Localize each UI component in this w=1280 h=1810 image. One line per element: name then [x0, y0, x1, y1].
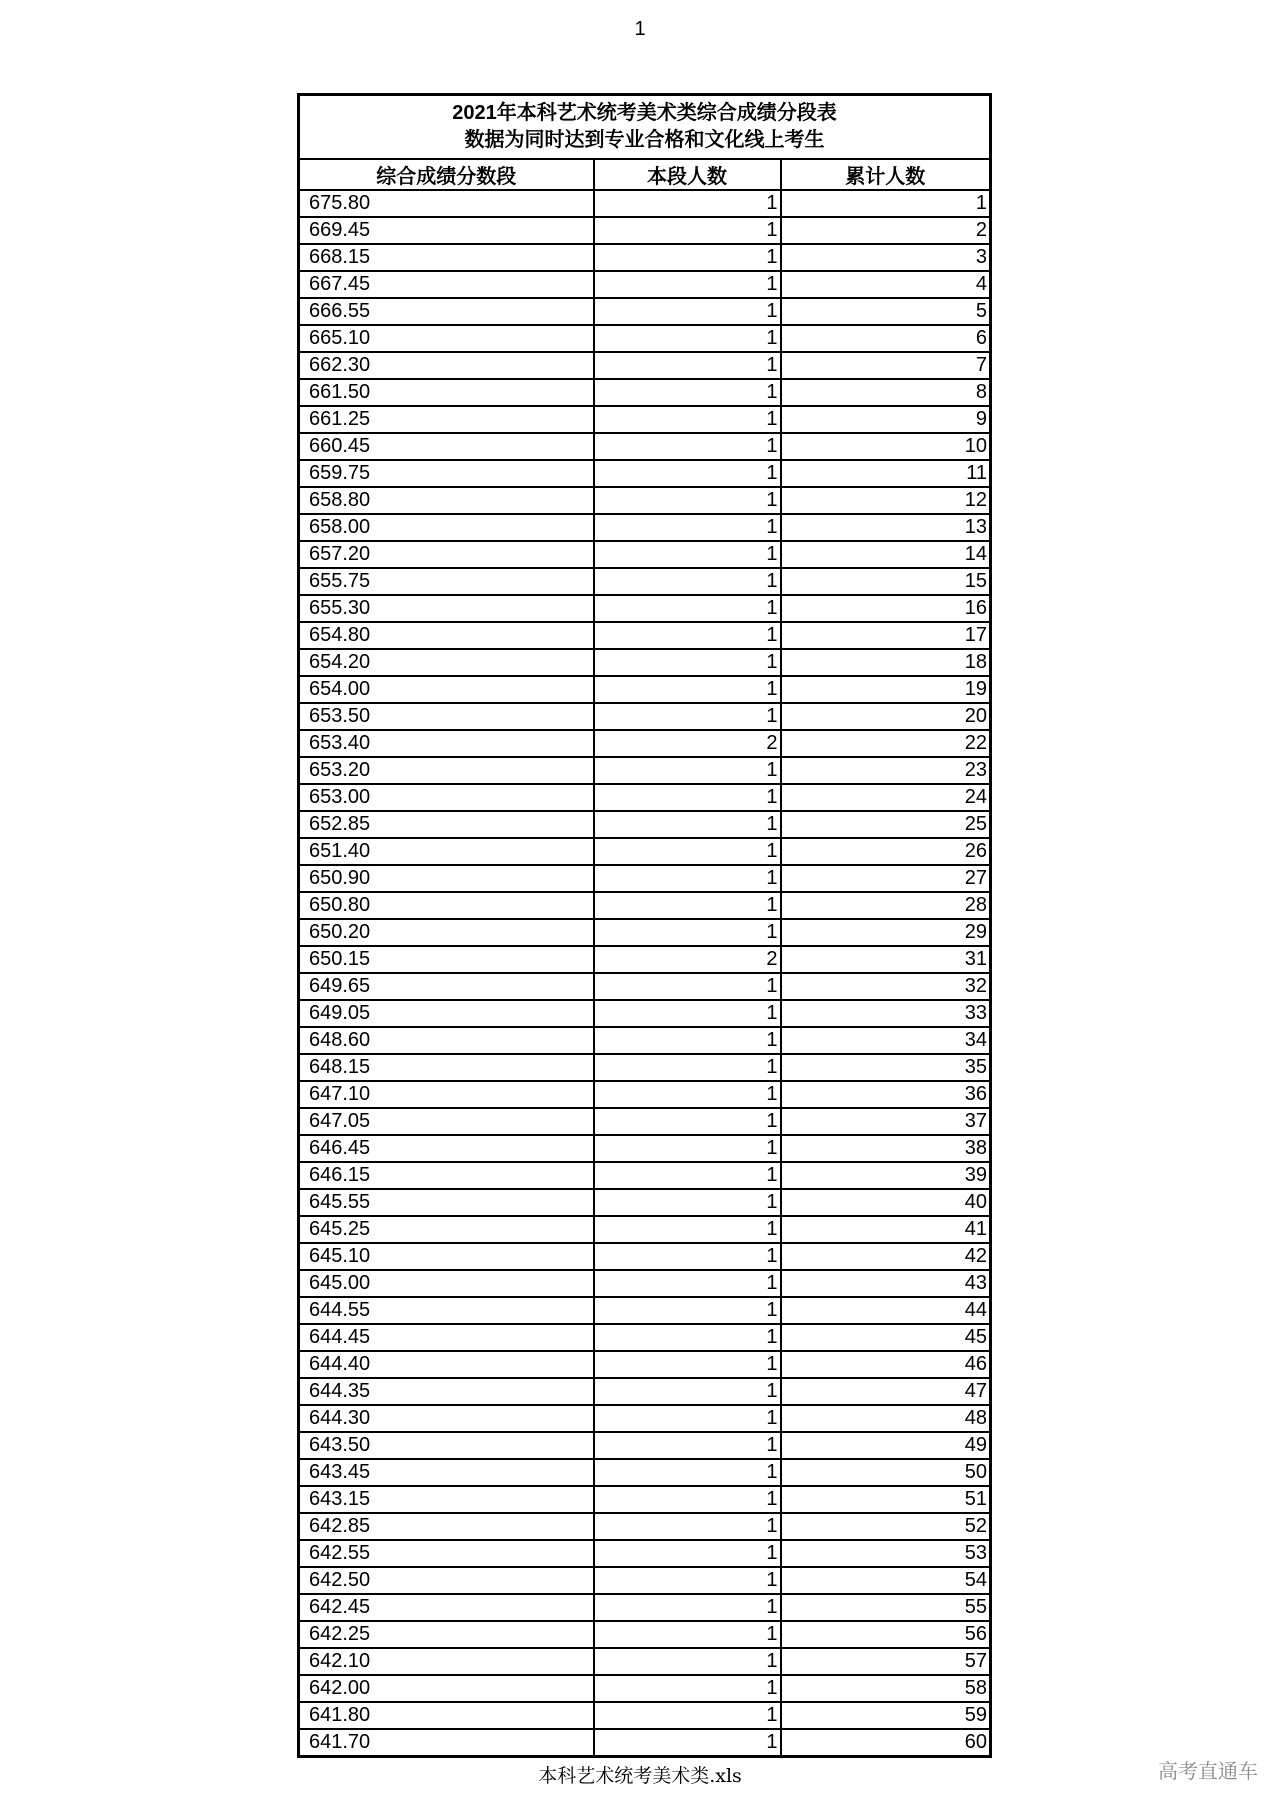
segment-count-cell: 1 [594, 1702, 781, 1729]
table-row [299, 271, 991, 298]
segment-count-cell: 1 [594, 676, 781, 703]
score-cell: 653.50 [299, 703, 594, 730]
table-row [299, 1027, 991, 1054]
cumulative-count-cell: 53 [781, 1540, 991, 1567]
table-row [299, 1243, 991, 1270]
table-row [299, 1594, 991, 1621]
table-row [299, 757, 991, 784]
cumulative-count-cell: 18 [781, 649, 991, 676]
score-cell: 653.20 [299, 757, 594, 784]
score-cell: 649.05 [299, 1000, 594, 1027]
segment-count-cell: 1 [594, 1405, 781, 1432]
table-title [299, 95, 991, 160]
cumulative-count-cell: 7 [781, 352, 991, 379]
table-row [299, 1513, 991, 1540]
table-row [299, 811, 991, 838]
header-segment-count: 本段人数 [594, 159, 781, 190]
score-cell: 642.50 [299, 1567, 594, 1594]
cumulative-count-cell: 41 [781, 1216, 991, 1243]
score-cell: 644.40 [299, 1351, 594, 1378]
cumulative-count-cell: 47 [781, 1378, 991, 1405]
table-row [299, 649, 991, 676]
segment-count-cell: 1 [594, 595, 781, 622]
table-row [299, 865, 991, 892]
segment-count-cell: 1 [594, 190, 781, 217]
cumulative-count-cell: 56 [781, 1621, 991, 1648]
cumulative-count-cell: 3 [781, 244, 991, 271]
score-cell: 642.25 [299, 1621, 594, 1648]
table-row [299, 352, 991, 379]
cumulative-count-cell: 23 [781, 757, 991, 784]
segment-count-cell: 1 [594, 298, 781, 325]
header-cumulative-count: 累计人数 [781, 159, 991, 190]
cumulative-count-cell: 52 [781, 1513, 991, 1540]
segment-count-cell: 1 [594, 1432, 781, 1459]
cumulative-count-cell: 4 [781, 271, 991, 298]
table-title-line2: 数据为同时达到专业合格和文化线上考生 [464, 129, 825, 151]
segment-count-cell: 1 [594, 1135, 781, 1162]
segment-count-cell: 1 [594, 1378, 781, 1405]
table-row [299, 298, 991, 325]
segment-count-cell: 1 [594, 568, 781, 595]
score-cell: 650.20 [299, 919, 594, 946]
score-cell: 641.80 [299, 1702, 594, 1729]
segment-count-cell: 1 [594, 1189, 781, 1216]
cumulative-count-cell: 25 [781, 811, 991, 838]
score-cell: 652.85 [299, 811, 594, 838]
score-cell: 646.45 [299, 1135, 594, 1162]
cumulative-count-cell: 50 [781, 1459, 991, 1486]
cumulative-count-cell: 2 [781, 217, 991, 244]
table-row [299, 1648, 991, 1675]
score-cell: 648.15 [299, 1054, 594, 1081]
score-cell: 644.30 [299, 1405, 594, 1432]
cumulative-count-cell: 9 [781, 406, 991, 433]
score-cell: 647.05 [299, 1108, 594, 1135]
cumulative-count-cell: 59 [781, 1702, 991, 1729]
score-cell: 643.45 [299, 1459, 594, 1486]
watermark-text: 高考直通车 [1158, 1759, 1258, 1783]
segment-count-cell: 1 [594, 1567, 781, 1594]
table-row [299, 919, 991, 946]
table-row [299, 973, 991, 1000]
table-row [299, 946, 991, 973]
score-cell: 645.55 [299, 1189, 594, 1216]
score-cell: 642.85 [299, 1513, 594, 1540]
segment-count-cell: 2 [594, 730, 781, 757]
table-row [299, 190, 991, 217]
score-cell: 645.00 [299, 1270, 594, 1297]
cumulative-count-cell: 5 [781, 298, 991, 325]
cumulative-count-cell: 13 [781, 514, 991, 541]
segment-count-cell: 1 [594, 271, 781, 298]
segment-count-cell: 1 [594, 1324, 781, 1351]
table-row [299, 1216, 991, 1243]
segment-count-cell: 1 [594, 352, 781, 379]
score-cell: 655.30 [299, 595, 594, 622]
segment-count-cell: 1 [594, 1594, 781, 1621]
table-row [299, 1486, 991, 1513]
table-row [299, 1459, 991, 1486]
table-row [299, 1351, 991, 1378]
score-cell: 668.15 [299, 244, 594, 271]
score-cell: 651.40 [299, 838, 594, 865]
table-row [299, 1378, 991, 1405]
score-cell: 645.10 [299, 1243, 594, 1270]
cumulative-count-cell: 60 [781, 1729, 991, 1757]
cumulative-count-cell: 48 [781, 1405, 991, 1432]
table-title-line1: 2021年本科艺术统考美术类综合成绩分段表 [452, 102, 837, 124]
table-row [299, 784, 991, 811]
segment-count-cell: 1 [594, 1459, 781, 1486]
table-row [299, 1297, 991, 1324]
table-row [299, 1432, 991, 1459]
score-cell: 661.50 [299, 379, 594, 406]
table-row [299, 541, 991, 568]
segment-count-cell: 1 [594, 406, 781, 433]
segment-count-cell: 1 [594, 649, 781, 676]
cumulative-count-cell: 24 [781, 784, 991, 811]
cumulative-count-cell: 12 [781, 487, 991, 514]
table-row [299, 1270, 991, 1297]
score-cell: 657.20 [299, 541, 594, 568]
segment-count-cell: 1 [594, 1297, 781, 1324]
score-cell: 645.25 [299, 1216, 594, 1243]
segment-count-cell: 1 [594, 1000, 781, 1027]
table-row [299, 460, 991, 487]
score-cell: 643.15 [299, 1486, 594, 1513]
score-cell: 662.30 [299, 352, 594, 379]
table-row [299, 406, 991, 433]
segment-count-cell: 1 [594, 622, 781, 649]
cumulative-count-cell: 20 [781, 703, 991, 730]
segment-count-cell: 1 [594, 217, 781, 244]
table-row [299, 838, 991, 865]
cumulative-count-cell: 38 [781, 1135, 991, 1162]
score-cell: 667.45 [299, 271, 594, 298]
segment-count-cell: 1 [594, 1027, 781, 1054]
score-cell: 658.00 [299, 514, 594, 541]
segment-count-cell: 1 [594, 703, 781, 730]
table-row [299, 1189, 991, 1216]
cumulative-count-cell: 58 [781, 1675, 991, 1702]
segment-count-cell: 1 [594, 1270, 781, 1297]
segment-count-cell: 1 [594, 1540, 781, 1567]
segment-count-cell: 1 [594, 1621, 781, 1648]
cumulative-count-cell: 55 [781, 1594, 991, 1621]
cumulative-count-cell: 54 [781, 1567, 991, 1594]
table-row [299, 1135, 991, 1162]
table-row [299, 487, 991, 514]
cumulative-count-cell: 46 [781, 1351, 991, 1378]
score-cell: 665.10 [299, 325, 594, 352]
cumulative-count-cell: 31 [781, 946, 991, 973]
cumulative-count-cell: 8 [781, 379, 991, 406]
table-body [299, 190, 991, 1757]
segment-count-cell: 1 [594, 919, 781, 946]
segment-count-cell: 1 [594, 1054, 781, 1081]
cumulative-count-cell: 43 [781, 1270, 991, 1297]
table-row [299, 1000, 991, 1027]
cumulative-count-cell: 15 [781, 568, 991, 595]
score-cell: 655.75 [299, 568, 594, 595]
segment-count-cell: 1 [594, 1162, 781, 1189]
segment-count-cell: 1 [594, 541, 781, 568]
table-row [299, 379, 991, 406]
table-row [299, 1054, 991, 1081]
score-cell: 641.70 [299, 1729, 594, 1757]
score-cell: 660.45 [299, 433, 594, 460]
cumulative-count-cell: 16 [781, 595, 991, 622]
score-cell: 653.00 [299, 784, 594, 811]
table-row [299, 217, 991, 244]
segment-count-cell: 1 [594, 1243, 781, 1270]
score-cell: 653.40 [299, 730, 594, 757]
score-cell: 659.75 [299, 460, 594, 487]
header-score-range: 综合成绩分数段 [299, 159, 594, 190]
segment-count-cell: 1 [594, 379, 781, 406]
cumulative-count-cell: 51 [781, 1486, 991, 1513]
cumulative-count-cell: 17 [781, 622, 991, 649]
segment-count-cell: 1 [594, 325, 781, 352]
score-cell: 644.45 [299, 1324, 594, 1351]
table-row [299, 1108, 991, 1135]
cumulative-count-cell: 39 [781, 1162, 991, 1189]
table-row [299, 244, 991, 271]
score-cell: 642.45 [299, 1594, 594, 1621]
score-cell: 654.00 [299, 676, 594, 703]
segment-count-cell: 1 [594, 811, 781, 838]
segment-count-cell: 1 [594, 433, 781, 460]
score-cell: 644.55 [299, 1297, 594, 1324]
segment-count-cell: 1 [594, 1081, 781, 1108]
cumulative-count-cell: 33 [781, 1000, 991, 1027]
cumulative-count-cell: 45 [781, 1324, 991, 1351]
table-row [299, 1675, 991, 1702]
table-row [299, 325, 991, 352]
score-cell: 644.35 [299, 1378, 594, 1405]
segment-count-cell: 1 [594, 1513, 781, 1540]
segment-count-cell: 1 [594, 1486, 781, 1513]
segment-count-cell: 2 [594, 946, 781, 973]
table-row [299, 730, 991, 757]
score-cell: 646.15 [299, 1162, 594, 1189]
table-row [299, 1405, 991, 1432]
cumulative-count-cell: 27 [781, 865, 991, 892]
cumulative-count-cell: 35 [781, 1054, 991, 1081]
cumulative-count-cell: 42 [781, 1243, 991, 1270]
segment-count-cell: 1 [594, 1216, 781, 1243]
cumulative-count-cell: 37 [781, 1108, 991, 1135]
cumulative-count-cell: 36 [781, 1081, 991, 1108]
cumulative-count-cell: 34 [781, 1027, 991, 1054]
table-row [299, 568, 991, 595]
table-row [299, 595, 991, 622]
segment-count-cell: 1 [594, 1729, 781, 1757]
table-row [299, 622, 991, 649]
segment-count-cell: 1 [594, 865, 781, 892]
cumulative-count-cell: 19 [781, 676, 991, 703]
table-header-row [299, 159, 991, 190]
cumulative-count-cell: 32 [781, 973, 991, 1000]
score-cell: 669.45 [299, 217, 594, 244]
page-number: 1 [634, 18, 646, 40]
table-row [299, 703, 991, 730]
score-cell: 650.15 [299, 946, 594, 973]
table-row [299, 892, 991, 919]
score-cell: 658.80 [299, 487, 594, 514]
cumulative-count-cell: 40 [781, 1189, 991, 1216]
footer-filename: 本科艺术统考美术类.xls [538, 1765, 742, 1787]
score-cell: 642.55 [299, 1540, 594, 1567]
cumulative-count-cell: 1 [781, 190, 991, 217]
cumulative-count-cell: 11 [781, 460, 991, 487]
score-cell: 666.55 [299, 298, 594, 325]
table-row [299, 1081, 991, 1108]
table-row [299, 1567, 991, 1594]
segment-count-cell: 1 [594, 514, 781, 541]
cumulative-count-cell: 57 [781, 1648, 991, 1675]
cumulative-count-cell: 26 [781, 838, 991, 865]
cumulative-count-cell: 28 [781, 892, 991, 919]
table-row [299, 1702, 991, 1729]
segment-count-cell: 1 [594, 244, 781, 271]
segment-count-cell: 1 [594, 892, 781, 919]
segment-count-cell: 1 [594, 1108, 781, 1135]
score-cell: 642.10 [299, 1648, 594, 1675]
score-cell: 650.80 [299, 892, 594, 919]
score-cell: 647.10 [299, 1081, 594, 1108]
segment-count-cell: 1 [594, 757, 781, 784]
score-cell: 642.00 [299, 1675, 594, 1702]
segment-count-cell: 1 [594, 1351, 781, 1378]
segment-count-cell: 1 [594, 1648, 781, 1675]
table-row [299, 1729, 991, 1757]
table-row [299, 1540, 991, 1567]
cumulative-count-cell: 49 [781, 1432, 991, 1459]
score-cell: 648.60 [299, 1027, 594, 1054]
cumulative-count-cell: 10 [781, 433, 991, 460]
segment-count-cell: 1 [594, 784, 781, 811]
score-cell: 654.20 [299, 649, 594, 676]
segment-count-cell: 1 [594, 838, 781, 865]
table-row [299, 514, 991, 541]
table-row [299, 1162, 991, 1189]
cumulative-count-cell: 29 [781, 919, 991, 946]
segment-count-cell: 1 [594, 460, 781, 487]
cumulative-count-cell: 22 [781, 730, 991, 757]
segment-count-cell: 1 [594, 1675, 781, 1702]
score-cell: 661.25 [299, 406, 594, 433]
table-row [299, 433, 991, 460]
score-cell: 675.80 [299, 190, 594, 217]
score-cell: 643.50 [299, 1432, 594, 1459]
table-row [299, 676, 991, 703]
score-cell: 649.65 [299, 973, 594, 1000]
segment-count-cell: 1 [594, 487, 781, 514]
cumulative-count-cell: 14 [781, 541, 991, 568]
cumulative-count-cell: 6 [781, 325, 991, 352]
table-row [299, 1621, 991, 1648]
score-cell: 650.90 [299, 865, 594, 892]
table-row [299, 1324, 991, 1351]
score-cell: 654.80 [299, 622, 594, 649]
segment-count-cell: 1 [594, 973, 781, 1000]
score-distribution-table [297, 93, 992, 1758]
cumulative-count-cell: 44 [781, 1297, 991, 1324]
